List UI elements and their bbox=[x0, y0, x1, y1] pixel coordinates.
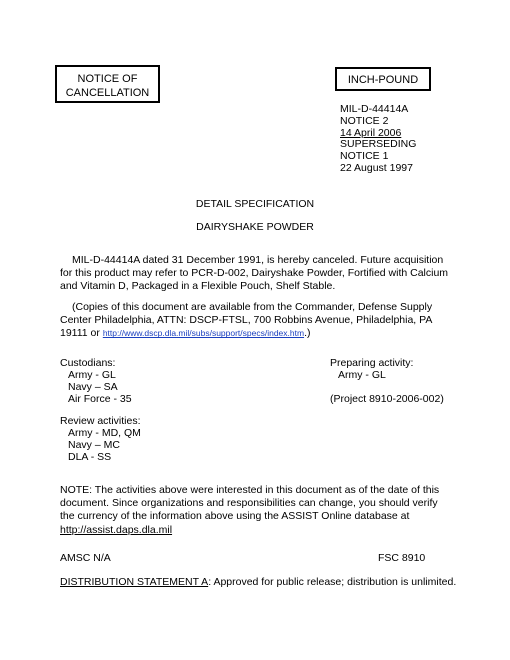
review-item: Navy – MC bbox=[68, 439, 120, 451]
custodians-heading: Custodians: bbox=[60, 357, 116, 369]
notice-box-line-1: NOTICE OF bbox=[77, 73, 138, 85]
title-line-1: DETAIL SPECIFICATION bbox=[195, 198, 315, 210]
review-item: Army - MD, QM bbox=[68, 427, 141, 439]
project-number: (Project 8910-2006-002) bbox=[330, 393, 444, 405]
preparing-heading: Preparing activity: bbox=[330, 357, 414, 369]
notice-of-cancellation-box bbox=[55, 65, 160, 103]
custodian-item: Navy – SA bbox=[68, 381, 118, 393]
designation-date: 14 April 2006 bbox=[340, 126, 402, 139]
review-item: DLA - SS bbox=[68, 451, 112, 463]
custodian-item: Air Force - 35 bbox=[68, 393, 132, 405]
cancellation-paragraph: MIL-D-44414A dated 31 December 1991, is hereby canceled. Future acquisition for this product may refer to PCR-D-002, Dairyshake Powder, Fortified with Calcium and Vitamin D, Packaged in a Flexible Pouch, Shelf Stable. bbox=[60, 254, 449, 293]
title-line-2: DAIRYSHAKE POWDER bbox=[196, 221, 314, 233]
designation-superseding: SUPERSEDING bbox=[340, 138, 417, 151]
fsc-number: FSC 8910 bbox=[378, 552, 426, 564]
designation-prior-date: 22 August 1997 bbox=[340, 161, 413, 174]
custodians-section bbox=[60, 357, 132, 405]
notice-box-line-2: CANCELLATION bbox=[65, 87, 150, 99]
designation-notice: NOTICE 2 bbox=[340, 114, 389, 127]
inch-pound-box bbox=[335, 67, 431, 91]
copies-text-end: .) bbox=[304, 327, 311, 340]
copies-text: (Copies of this document are available from the Commander, Defense Supply Center Philadelphia, ATTN: DSCP-FTSL, 700 Robbins Avenue, Philadelphia, PA 19111 or bbox=[60, 301, 433, 340]
document-designation bbox=[340, 104, 416, 175]
note-text: NOTE: The activities above were interested in this document as of the date of this document. Since organizations and responsibilities can change, you should verify the currency of the information above using the ASSIST Online database at bbox=[60, 484, 440, 523]
preparing-activity-section bbox=[330, 357, 444, 405]
distribution-statement bbox=[60, 576, 456, 588]
inch-pound-label: INCH-POUND bbox=[347, 74, 419, 86]
preparing-activity: Army - GL bbox=[338, 369, 386, 381]
note-paragraph bbox=[60, 484, 450, 537]
distribution-text: : Approved for public release; distribution is unlimited. bbox=[208, 576, 457, 588]
distribution-label: DISTRIBUTION STATEMENT A bbox=[60, 576, 209, 588]
designation-spec: MIL-D-44414A bbox=[340, 103, 409, 115]
amsc-number: AMSC N/A bbox=[60, 552, 111, 564]
designation-prior-notice: NOTICE 1 bbox=[340, 150, 389, 163]
copies-paragraph bbox=[60, 301, 450, 341]
dscp-specs-link[interactable]: http://www.dscp.dla.mil/subs/support/specs/index.htm bbox=[102, 328, 305, 339]
review-heading: Review activities: bbox=[60, 415, 141, 427]
review-activities-section bbox=[60, 415, 141, 463]
custodian-item: Army - GL bbox=[68, 369, 116, 381]
assist-database-link[interactable]: http://assist.daps.dla.mil bbox=[60, 523, 173, 536]
